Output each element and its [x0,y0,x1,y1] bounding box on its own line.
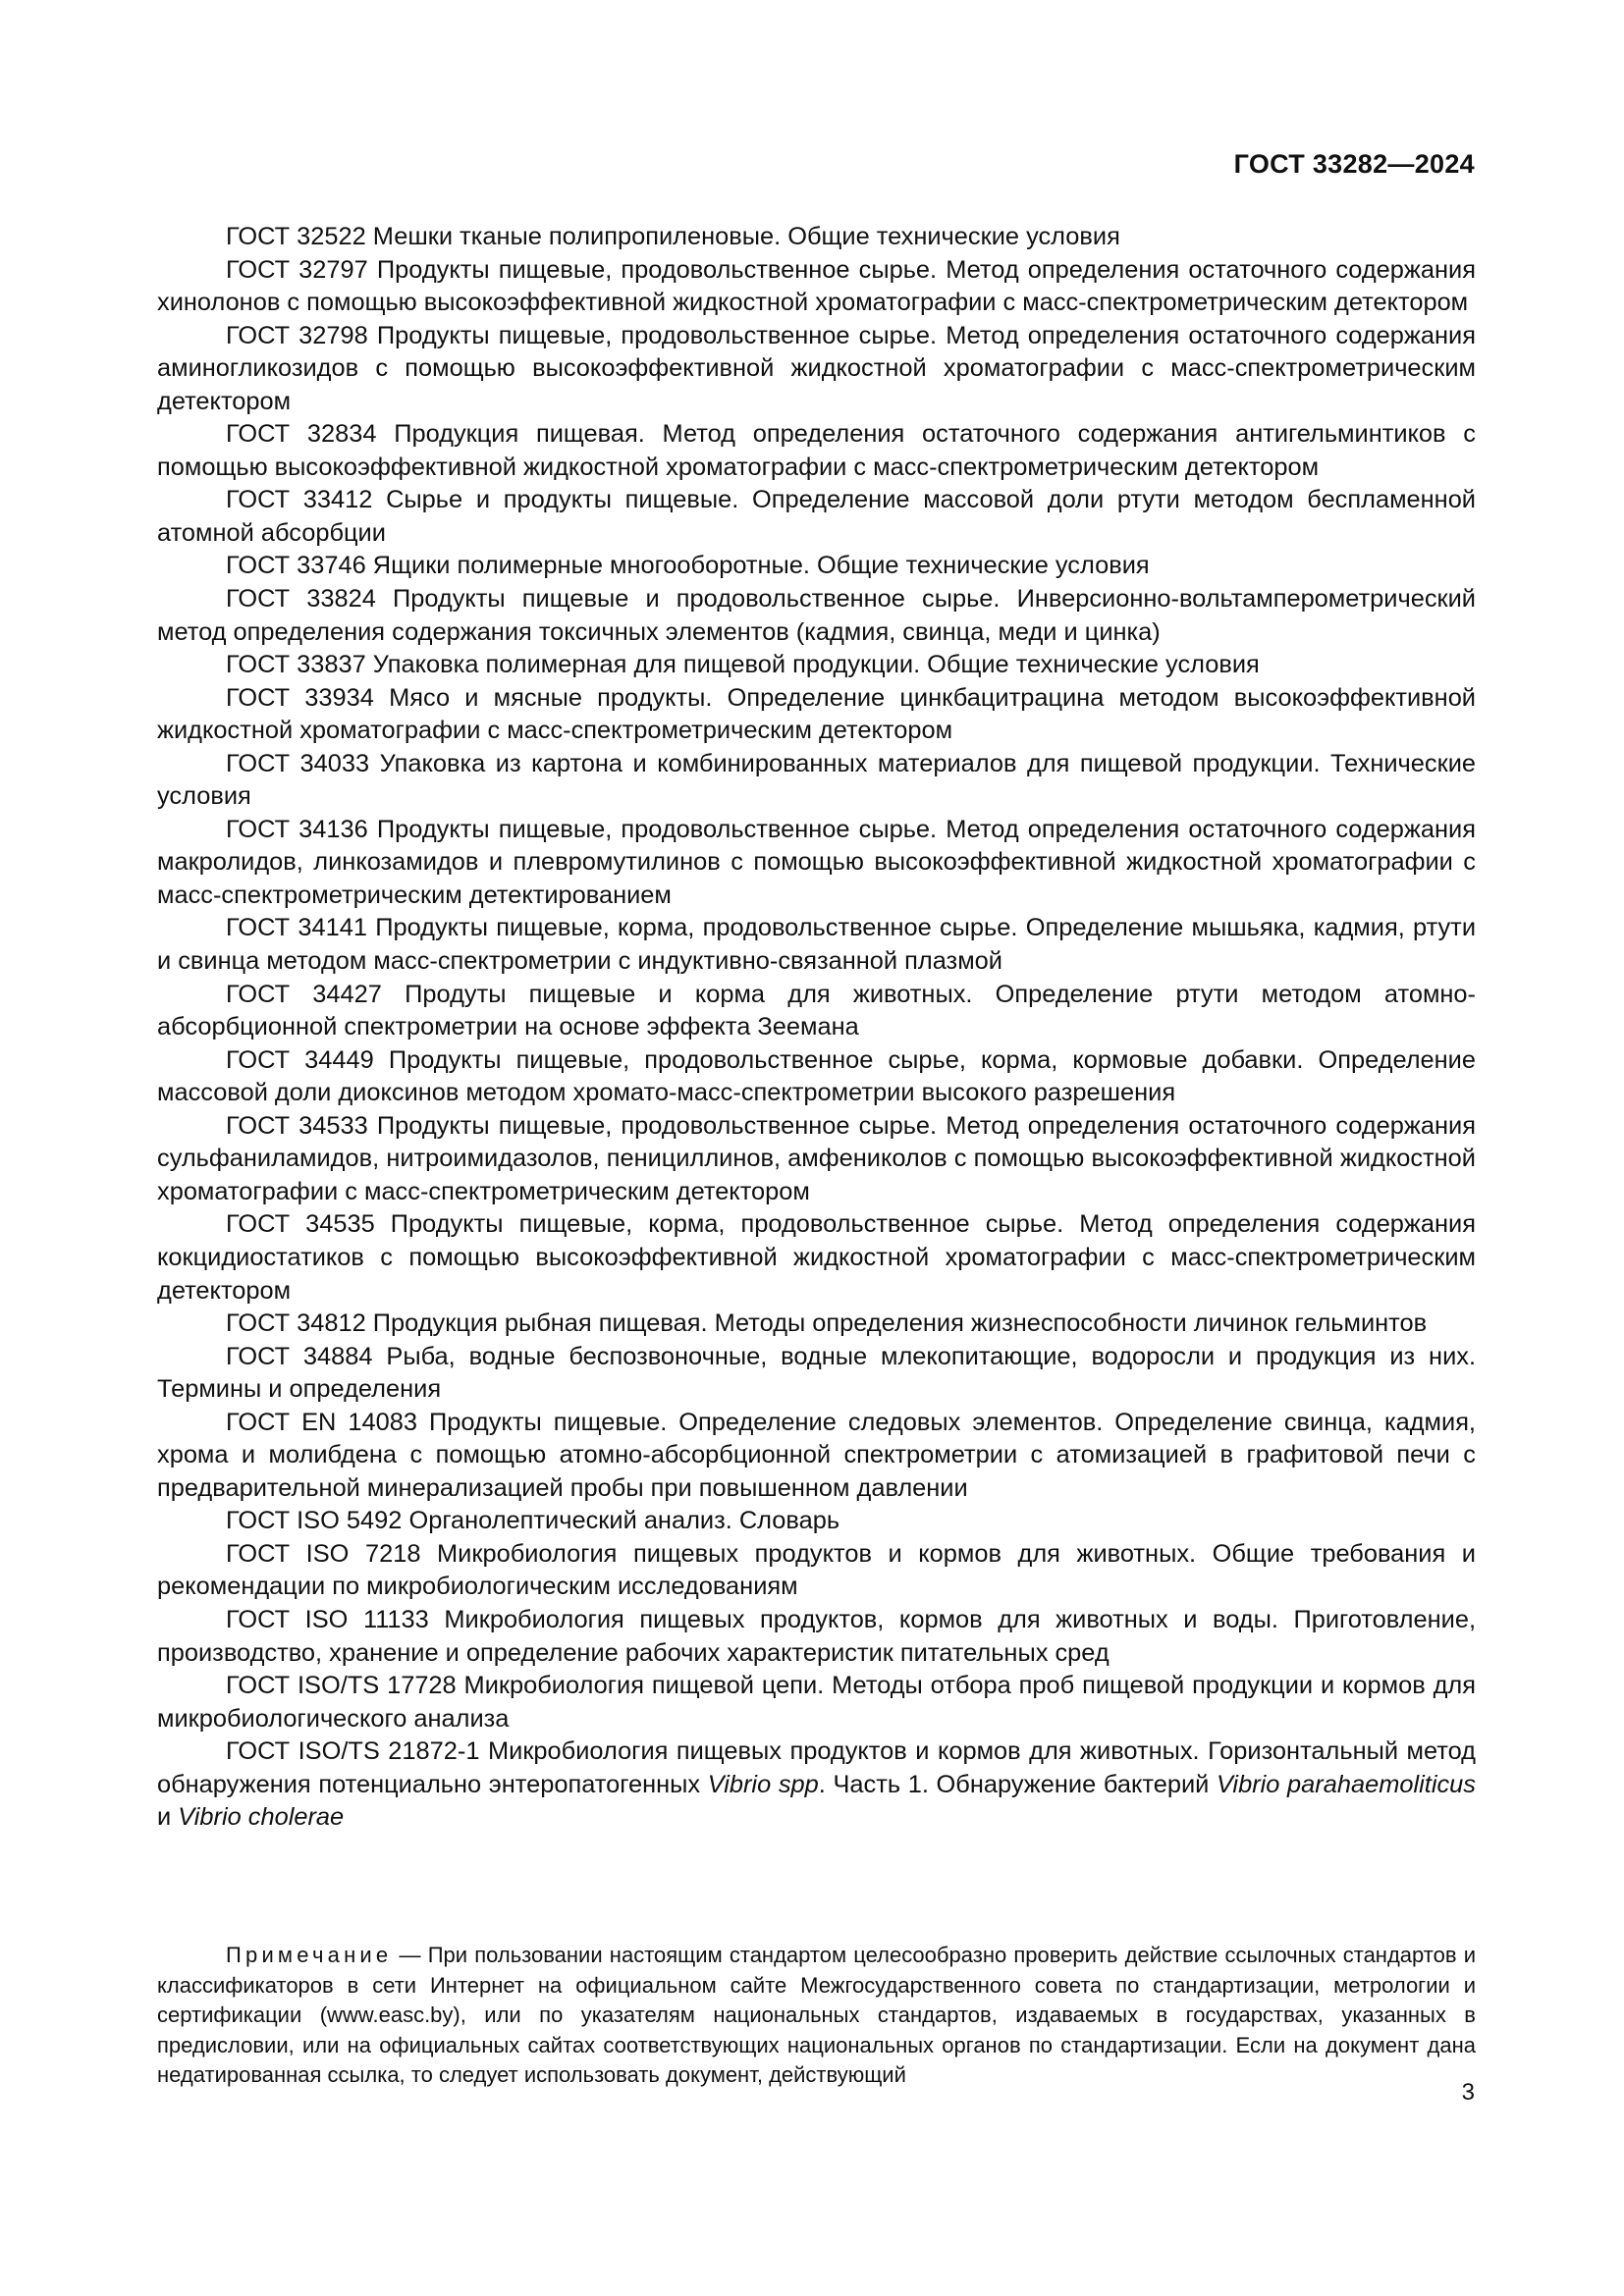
species-name: Vibrio spp [707,1770,819,1798]
reference-item: ГОСТ 32797 Продукты пищевые, продовольственное сырье. Метод определения остаточного содержания хинолонов с помощью высокоэффективной жидкостной хроматографии с масс-спектрометрическим детектором [157,255,1476,317]
reference-item: ГОСТ 32798 Продукты пищевые, продовольственное сырье. Метод определения остаточного содержания аминогликозидов с помощью высокоэффективной жидкостной хроматографии с масс-спектрометрическим детектором [157,321,1476,415]
reference-item: ГОСТ 32834 Продукция пищевая. Метод определения остаточного содержания антигельминтиков с помощью высокоэффективной жидкостной хроматографии с масс-спектрометрическим детектором [157,420,1476,481]
reference-item: ГОСТ 34449 Продукты пищевые, продовольственное сырье, корма, кормовые добавки. Определение массовой доли диоксинов методом хромато-масс-спектрометрии высокого разрешения [157,1045,1476,1107]
note-text: — При пользовании настоящим стандартом целесообразно проверить действие ссылочных стандартов и классификаторов в сети Интернет на официальном сайте Межгосударственного совета по стандартизации, метрологии и сертификации (www.easc.by), или по указателям национальных стандартов, издаваемых в государствах, указанных в предисловии, или на официальных сайтах соответствующих национальных органов по стандартизации. Если на документ дана недатированная ссылка, то следует использовать документ, действующий [157,1943,1476,2087]
note-paragraph [157,1941,1476,2091]
reference-item: ГОСТ 34136 Продукты пищевые, продовольственное сырье. Метод определения остаточного содержания макролидов, линкозамидов и плевромутилинов с помощью высокоэффективной жидкостной хроматографии с масс-спектрометрическим детектированием [157,815,1476,909]
reference-item: ГОСТ 33746 Ящики полимерные многооборотные. Общие технические условия [226,552,1150,580]
reference-text: . Часть 1. Обнаружение бактерий [818,1770,1217,1798]
reference-item: ГОСТ 32522 Мешки тканые полипропиленовые. Общие технические условия [226,223,1120,250]
reference-item: ГОСТ ISO 5492 Органолептический анализ. Словарь [226,1507,840,1535]
reference-item: ГОСТ 33837 Упаковка полимерная для пищевой продукции. Общие технические условия [226,651,1260,679]
reference-item: ГОСТ 34033 Упаковка из картона и комбинированных материалов для пищевой продукции. Технические условия [157,749,1476,811]
species-name: Vibrio cholerae [178,1803,345,1832]
reference-item: ГОСТ ISO 11133 Микробиология пищевых продуктов, кормов для животных и воды. Приготовление, производство, хранение и определение рабочих характеристик питательных сред [157,1605,1476,1667]
reference-text: и [157,1803,179,1832]
note-label: Примечание [226,1943,393,1967]
reference-item: ГОСТ EN 14083 Продукты пищевые. Определение следовых элементов. Определение свинца, кадмия, хрома и молибдена с помощью атомно-абсорбционной спектрометрии с атомизацией в графитовой печи с предварительной минерализацией пробы при повышенном давлении [157,1408,1476,1502]
document-header: ГОСТ 33282—2024 [1233,149,1475,179]
normative-references [157,221,1476,1835]
reference-item: ГОСТ 33824 Продукты пищевые и продовольственное сырье. Инверсионно-вольтамперометрический метод определения содержания токсичных элементов (кадмия, свинца, меди и цинка) [157,585,1476,646]
reference-item: ГОСТ 34141 Продукты пищевые, корма, продовольственное сырье. Определение мышьяка, кадмия, ртути и свинца методом масс-спектрометрии с индуктивно-связанной плазмой [157,914,1476,976]
reference-item: ГОСТ 33934 Мясо и мясные продукты. Определение цинкбацитрацина методом высокоэффективной жидкостной хроматографии с масс-спектрометрическим детектором [157,683,1476,745]
reference-item: ГОСТ ISO/TS 17728 Микробиология пищевой цепи. Методы отбора проб пищевой продукции и кормов для микробиологического анализа [157,1672,1476,1733]
reference-item: ГОСТ 34533 Продукты пищевые, продовольственное сырье. Метод определения остаточного содержания сульфаниламидов, нитроимидазолов, пенициллинов, амфениколов с помощью высокоэффективной жидкостной хроматографии с масс-спектрометрическим детектором [157,1111,1476,1205]
reference-item: ГОСТ 33412 Сырье и продукты пищевые. Определение массовой доли ртути методом беспламенной атомной абсорбции [157,486,1476,547]
reference-item: ГОСТ 34812 Продукция рыбная пищевая. Методы определения жизнеспособности личинок гельминтов [226,1309,1428,1338]
reference-item-last [157,1735,1476,1835]
reference-item: ГОСТ 34427 Продуты пищевые и корма для животных. Определение ртути методом атомно-абсорбционной спектрометрии на основе эффекта Зеемана [157,980,1476,1041]
reference-item: ГОСТ 34535 Продукты пищевые, корма, продовольственное сырье. Метод определения содержания кокцидиостатиков с помощью высокоэффективной жидкостной хроматографии с масс-спектрометрическим детектором [157,1210,1476,1305]
reference-text: ГОСТ ISO/TS 21872-1 Микробиология пищевых продуктов и кормов для животных. Горизонтальный метод обнаружения потенциально энтеропатогенных [157,1737,1476,1798]
species-name: Vibrio parahaemoliticus [1216,1770,1476,1798]
reference-item: ГОСТ ISO 7218 Микробиология пищевых продуктов и кормов для животных. Общие требования и рекомендации по микробиологическим исследованиям [157,1539,1476,1601]
reference-item: ГОСТ 34884 Рыба, водные беспозвоночные, водные млекопитающие, водоросли и продукция из них. Термины и определения [157,1342,1476,1404]
page-number: 3 [1461,2079,1475,2106]
